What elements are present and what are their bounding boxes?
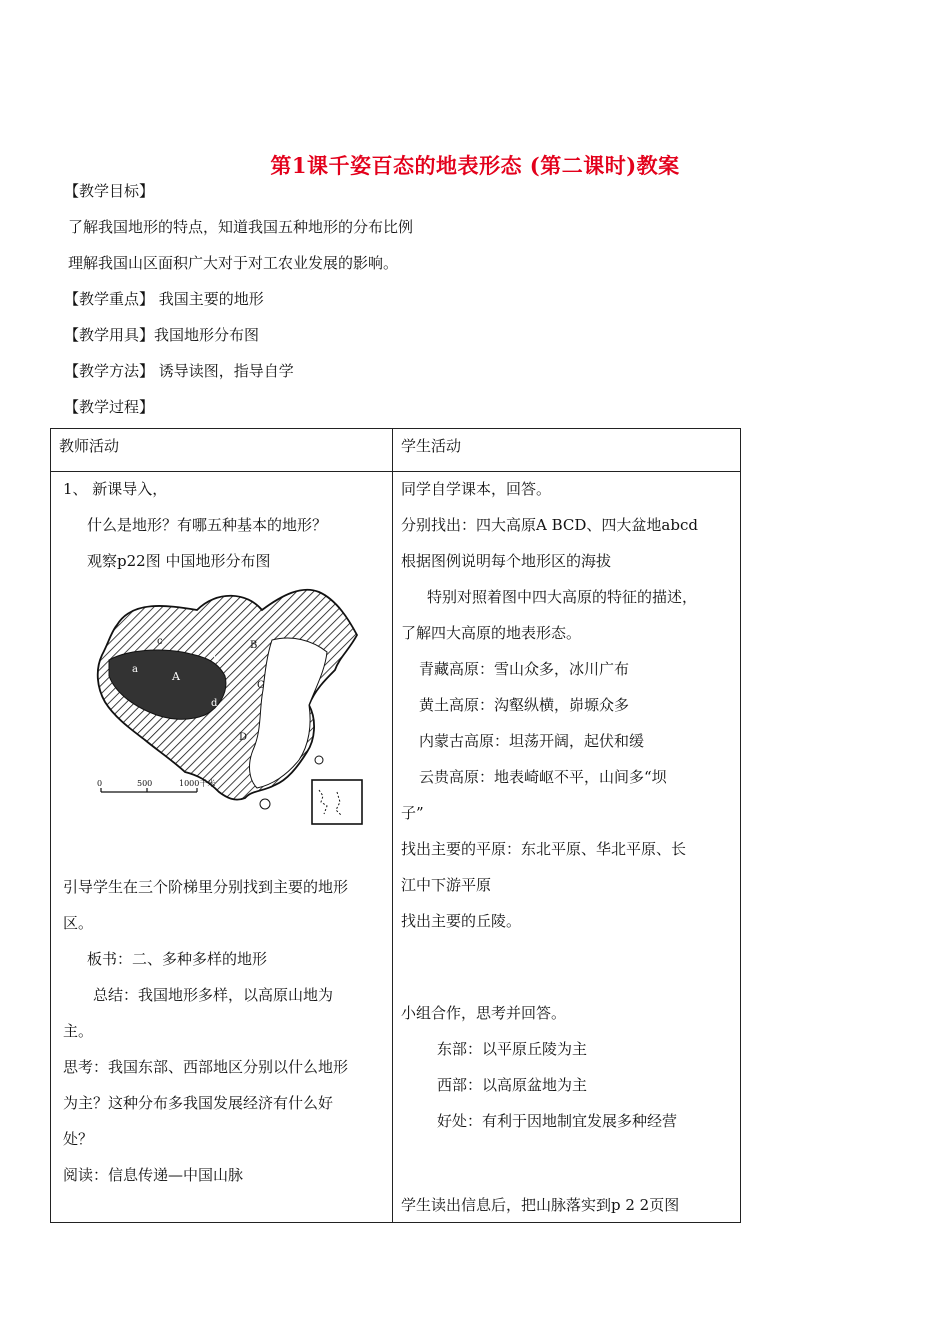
student-line: 西部：以高原盆地为主 [437,1076,588,1094]
teacher-line: 什么是地形？有哪五种基本的地形？ [87,516,328,534]
map-label-c-lower: c [157,636,163,647]
teacher-line: 主。 [63,1022,94,1040]
student-line: 小组合作，思考并回答。 [401,1004,567,1022]
student-line: 分别找出：四大高原A BCD、四大盆地abcd [401,516,698,534]
scale-label-1000: 1000千米 [179,779,216,788]
student-cell [393,472,741,1223]
student-line: 同学自学课本，回答。 [401,480,552,498]
goals-heading: 【教学目标】 [64,182,155,200]
taiwan-island [315,756,323,764]
map-label-b-upper: B [250,640,258,651]
process-table [50,428,741,1223]
student-line: 云贵高原：地表崎岖不平，山间多“坝 [419,768,667,786]
student-line: 找出主要的丘陵。 [401,912,522,930]
teacher-line: 阅读：信息传递—中国山脉 [63,1166,244,1184]
teacher-line: 为主？这种分布多我国发展经济有什么好 [63,1094,334,1112]
key-point: 【教学重点】 我国主要的地形 [64,290,264,308]
student-line: 学生读出信息后，把山脉落实到p 2 2页图 [401,1196,680,1214]
process-heading: 【教学过程】 [64,398,155,416]
map-label-d-upper: D [239,732,248,743]
teacher-header: 教师活动 [51,429,393,472]
hainan-island [260,799,270,809]
scale-label-500: 500 [137,779,153,788]
teacher-line: 处？ [63,1130,94,1148]
student-line: 好处：有利于因地制宜发展多种经营 [437,1112,678,1130]
student-line: 子” [401,804,424,822]
student-line: 内蒙古高原：坦荡开阔，起伏和缓 [419,732,645,750]
student-line: 青藏高原：雪山众多，冰川广布 [419,660,630,678]
map-label-a-upper: A [172,670,180,683]
teacher-line: 1、 新课导入， [63,480,168,498]
student-line: 东部：以平原丘陵为主 [437,1040,588,1058]
teacher-line: 引导学生在三个阶梯里分别找到主要的地形 [63,878,349,896]
goal-2: 理解我国山区面积广大对于对工农业发展的影响。 [68,254,399,272]
teaching-tools: 【教学用具】我国地形分布图 [64,326,260,344]
student-line: 找出主要的平原：东北平原、华北平原、长 [401,840,687,858]
teaching-method: 【教学方法】 诱导读图，指导自学 [64,362,294,380]
map-label-b-lower: b [213,654,220,665]
student-line: 江中下游平原 [401,876,492,894]
teacher-line: 思考：我国东部、西部地区分别以什么地形 [63,1058,349,1076]
teacher-line: 板书：二、多种多样的地形 [87,950,268,968]
china-terrain-map [87,580,367,830]
map-label-a-lower: a [132,664,138,675]
map-label-c-upper: C [257,680,265,691]
goal-1: 了解我国地形的特点，知道我国五种地形的分布比例 [68,218,414,236]
teacher-line: 总结：我国地形多样，以高原山地为 [93,986,334,1004]
map-label-d-lower: d [211,698,218,709]
student-line: 黄土高原：沟壑纵横，峁塬众多 [419,696,630,714]
south-sea-inset [312,780,362,824]
student-line: 了解四大高原的地表形态。 [401,624,582,642]
student-header: 学生活动 [393,429,741,472]
scale-label-0: 0 [97,779,103,788]
student-line: 根据图例说明每个地形区的海拔 [401,552,612,570]
teacher-line: 区。 [63,914,94,932]
teacher-line: 观察p22图 中国地形分布图 [87,552,271,570]
teacher-cell [51,472,393,1223]
page-title: 第1课千姿百态的地表形态 (第二课时)教案 [270,153,680,178]
student-line: 特别对照着图中四大高原的特征的描述， [427,588,698,606]
